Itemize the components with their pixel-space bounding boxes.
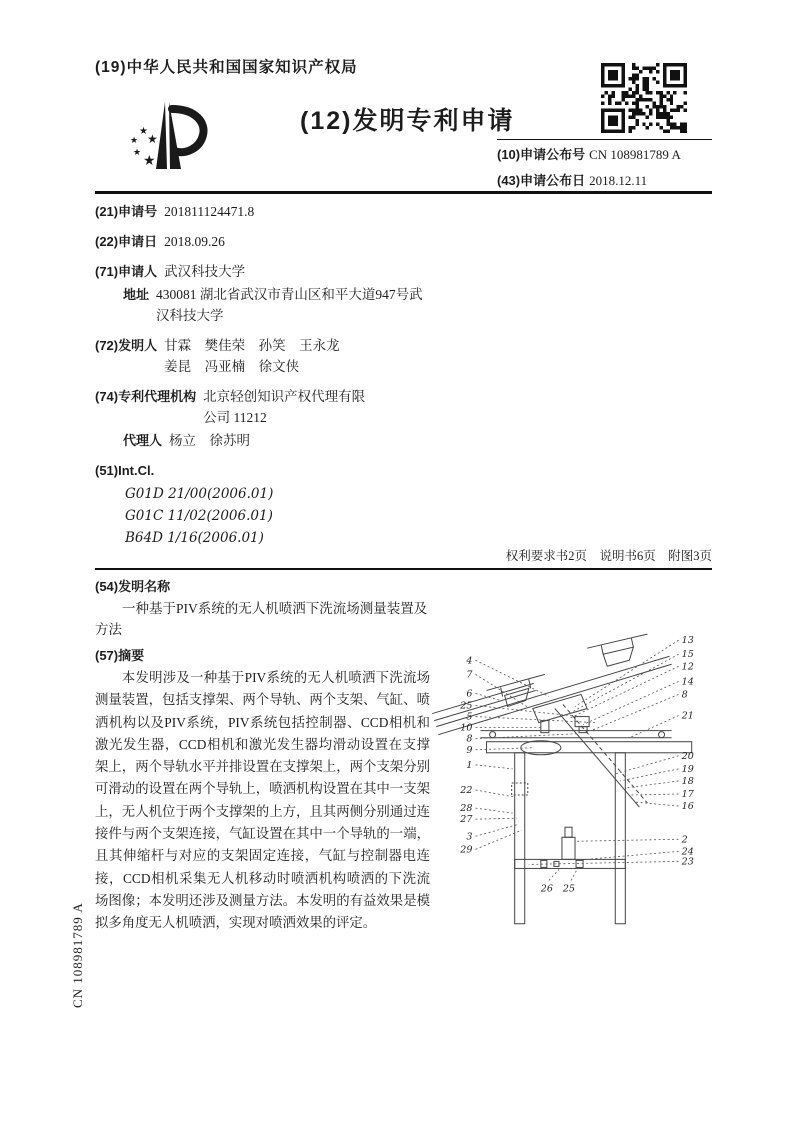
svg-text:1: 1 bbox=[466, 759, 473, 771]
agency-row bbox=[95, 386, 430, 428]
applicant-value: 武汉科技大学 bbox=[164, 264, 246, 279]
int-cl-block bbox=[95, 460, 430, 549]
agency-value: 北京轻创知识产权代理有限 公司 11212 bbox=[203, 389, 366, 425]
svg-text:25: 25 bbox=[460, 700, 473, 712]
abstract-text: 本发明涉及一种基于PIV系统的无人机喷洒下洗流场测量装置，包括支撑架、两个导轨、两个支架、气缸、喷洒机构以及PIV系统，PIV系统包括控制器、CCD相机和激光发生器，CCD相机和激光发生器均滑动设置在支撑架上，两个导轨水平并排设置在支撑架上，两个支架分别可滑动的设置在两个导轨上，喷洒机构设置在其中一支架上，无人机位于两个支撑架的上方，且其两侧分别通过连接件与两个支架连接，气缸设置在其中一个导轨的一端，且其伸缩杆与对应的支架固定连接，气缸与控制器电连接，CCD相机采集无人机移动时喷洒机构喷洒的下洗流场图像；本发明还涉及测量方法。本发明的有益效果是模拟多角度无人机喷洒，实现对喷洒效果的评定。 bbox=[95, 670, 430, 931]
svg-text:15: 15 bbox=[681, 649, 694, 661]
svg-text:29: 29 bbox=[460, 844, 473, 856]
inventors-row bbox=[95, 335, 430, 377]
int-cl-code: B64D 1/16(2006.01) bbox=[125, 530, 264, 546]
svg-text:2: 2 bbox=[681, 834, 688, 846]
svg-text:25: 25 bbox=[562, 883, 576, 895]
abstract-label: (57)摘要 bbox=[95, 648, 145, 663]
address-value: 430081 湖北省武汉市青山区和平大道947号武汉科技大学 bbox=[156, 287, 423, 323]
svg-text:17: 17 bbox=[681, 789, 694, 801]
side-publication-number: CN 108981789 A bbox=[70, 902, 85, 1008]
section-rule bbox=[95, 568, 712, 570]
pub-info-divider bbox=[497, 139, 712, 140]
page-counts: 权利要求书2页 说明书6页 附图3页 bbox=[505, 549, 712, 563]
svg-text:27: 27 bbox=[460, 814, 473, 826]
svg-text:18: 18 bbox=[681, 775, 694, 787]
figure-labels-bottom bbox=[540, 884, 575, 895]
svg-text:★: ★ bbox=[143, 153, 156, 169]
publication-info bbox=[497, 144, 712, 196]
applicant-row bbox=[95, 261, 430, 282]
svg-text:22: 22 bbox=[460, 785, 473, 797]
header-rule bbox=[95, 191, 712, 194]
inventors-label: (72)发明人 bbox=[95, 338, 158, 353]
pub-date-label: (43)申请公布日 bbox=[497, 173, 586, 188]
invention-title-label: (54)发明名称 bbox=[95, 579, 171, 594]
address-label: 地址 bbox=[123, 287, 150, 302]
qr-code-icon bbox=[601, 63, 687, 133]
svg-text:6: 6 bbox=[466, 688, 473, 700]
pub-number-value: CN 108981789 A bbox=[589, 147, 681, 162]
svg-text:★: ★ bbox=[147, 132, 158, 146]
figure-labels-right bbox=[681, 635, 695, 867]
pub-number-row bbox=[497, 144, 712, 163]
pub-number-label: (10)申请公布号 bbox=[497, 147, 586, 162]
agent-row bbox=[123, 430, 430, 451]
svg-text:23: 23 bbox=[681, 856, 694, 868]
svg-text:14: 14 bbox=[681, 676, 694, 688]
svg-text:3: 3 bbox=[466, 831, 473, 843]
svg-text:★: ★ bbox=[130, 136, 139, 146]
svg-text:8: 8 bbox=[466, 733, 473, 745]
application-number-value: 201811124471.8 bbox=[164, 204, 255, 219]
agent-value: 杨立 徐苏明 bbox=[169, 433, 251, 448]
svg-text:★: ★ bbox=[139, 126, 148, 137]
pub-date-row bbox=[497, 170, 712, 189]
svg-text:24: 24 bbox=[681, 846, 694, 858]
figure-labels-left bbox=[459, 655, 473, 855]
svg-text:16: 16 bbox=[681, 801, 694, 813]
svg-text:4: 4 bbox=[466, 655, 473, 667]
int-cl-header bbox=[95, 460, 430, 481]
abstract-section bbox=[95, 645, 430, 935]
svg-text:9: 9 bbox=[466, 744, 473, 756]
svg-text:28: 28 bbox=[460, 803, 473, 815]
application-number-label: (21)申请号 bbox=[95, 204, 158, 219]
svg-text:12: 12 bbox=[681, 661, 694, 673]
svg-text:8: 8 bbox=[681, 689, 688, 701]
int-cl-code: G01C 11/02(2006.01) bbox=[125, 508, 273, 524]
application-date-label: (22)申请日 bbox=[95, 234, 158, 249]
svg-text:5: 5 bbox=[466, 711, 473, 723]
svg-text:★: ★ bbox=[133, 148, 142, 158]
application-number bbox=[95, 201, 430, 222]
agency-block bbox=[95, 386, 430, 451]
svg-text:21: 21 bbox=[681, 710, 694, 722]
applicant-label: (71)申请人 bbox=[95, 264, 158, 279]
patent-drawing bbox=[428, 616, 710, 968]
pub-date-value: 2018.12.11 bbox=[589, 173, 648, 188]
qr-code-svg bbox=[601, 63, 687, 133]
document-type-title: (12)发明专利申请 bbox=[300, 107, 515, 135]
leader-lines bbox=[475, 640, 678, 880]
svg-text:26: 26 bbox=[540, 883, 553, 895]
address-row bbox=[123, 284, 430, 326]
int-cl-code: G01D 21/00(2006.01) bbox=[125, 486, 274, 502]
svg-text:13: 13 bbox=[681, 635, 694, 647]
agent-label: 代理人 bbox=[123, 433, 163, 448]
inventors-value: 甘霖 樊佳荣 孙笑 王永龙 姜昆 冯亚楠 徐文侠 bbox=[164, 338, 340, 374]
invention-title: 一种基于PIV系统的无人机喷洒下洗流场测量装置及方法 bbox=[95, 601, 428, 637]
int-cl-label: (51)Int.Cl. bbox=[95, 463, 155, 478]
invention-title-section bbox=[95, 576, 430, 640]
application-date-value: 2018.09.26 bbox=[164, 234, 225, 249]
agency-label: (74)专利代理机构 bbox=[95, 389, 197, 404]
bibliographic-data bbox=[95, 201, 430, 549]
cnipa-logo-icon bbox=[120, 98, 215, 190]
applicant-block bbox=[95, 261, 430, 326]
issuing-office: (19)中华人民共和国国家知识产权局 bbox=[95, 59, 358, 76]
svg-text:19: 19 bbox=[681, 763, 694, 775]
svg-text:7: 7 bbox=[466, 669, 473, 681]
application-date bbox=[95, 231, 430, 252]
svg-text:20: 20 bbox=[681, 750, 694, 762]
svg-text:10: 10 bbox=[460, 722, 473, 734]
